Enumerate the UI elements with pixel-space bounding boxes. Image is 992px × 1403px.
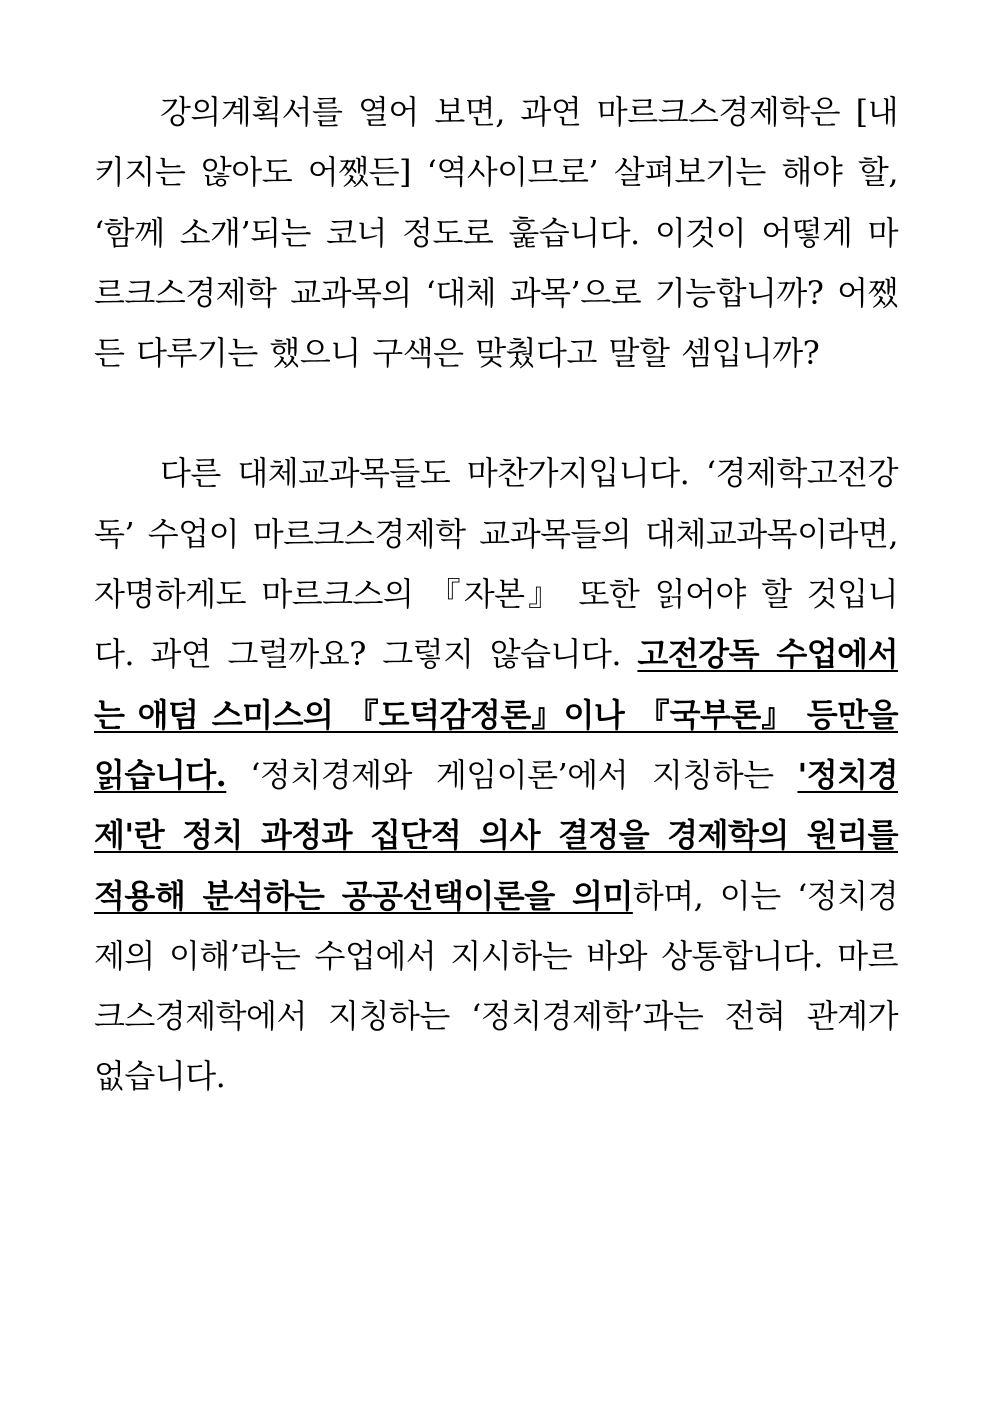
paragraph-1-text: 강의계획서를 열어 보면, 과연 마르크스경제학은 [내키지는 않아도 어쨌든] ‘역사이므로’ 살펴보기는 해야 할, ‘함께 소개’되는 코너 정도로 훑습니다. 이것이 어떻게 마르크스경제학 교과목의 ‘대체 과목’으로 기능합니까? 어쨌든 다루기는 했으니 구색은 맞췄다고 말할 셈입니까? [94, 93, 898, 373]
emphasis-public-choice: '정치경제'란 정치 과정과 집단적 의사 결정을 경제학의 원리를 적용해 분석하는 공공선택이론을 의미 [94, 755, 898, 915]
paragraph-1 [94, 82, 898, 383]
paragraph-2 [94, 443, 898, 1106]
paragraph-2-text-middle: ‘정치경제와 게임이론’에서 지칭하는 [250, 755, 774, 794]
emphasis-classics-reading: 고전강독 수업에서는 애덤 스미스의 『도덕감정론』이나 『국부론』 등만을 읽습니다. [94, 635, 898, 794]
document-page [94, 82, 898, 1107]
paragraph-2-text-before: 다른 대체교과목들도 마찬가지입니다. ‘경제학고전강독’ 수업이 마르크스경제학 교과목들의 대체교과목이라면, 자명하게도 마르크스의 『자본』 또한 읽어야 할 것입니다. 과연 그럴까요? 그렇지 않습니다. [94, 454, 898, 674]
paragraph-2-text-after: 하며, 이는 ‘정치경제의 이해’라는 수업에서 지시하는 바와 상통합니다. 마르크스경제학에서 지칭하는 ‘정치경제학’과는 전혀 관계가 없습니다. [94, 876, 898, 1096]
